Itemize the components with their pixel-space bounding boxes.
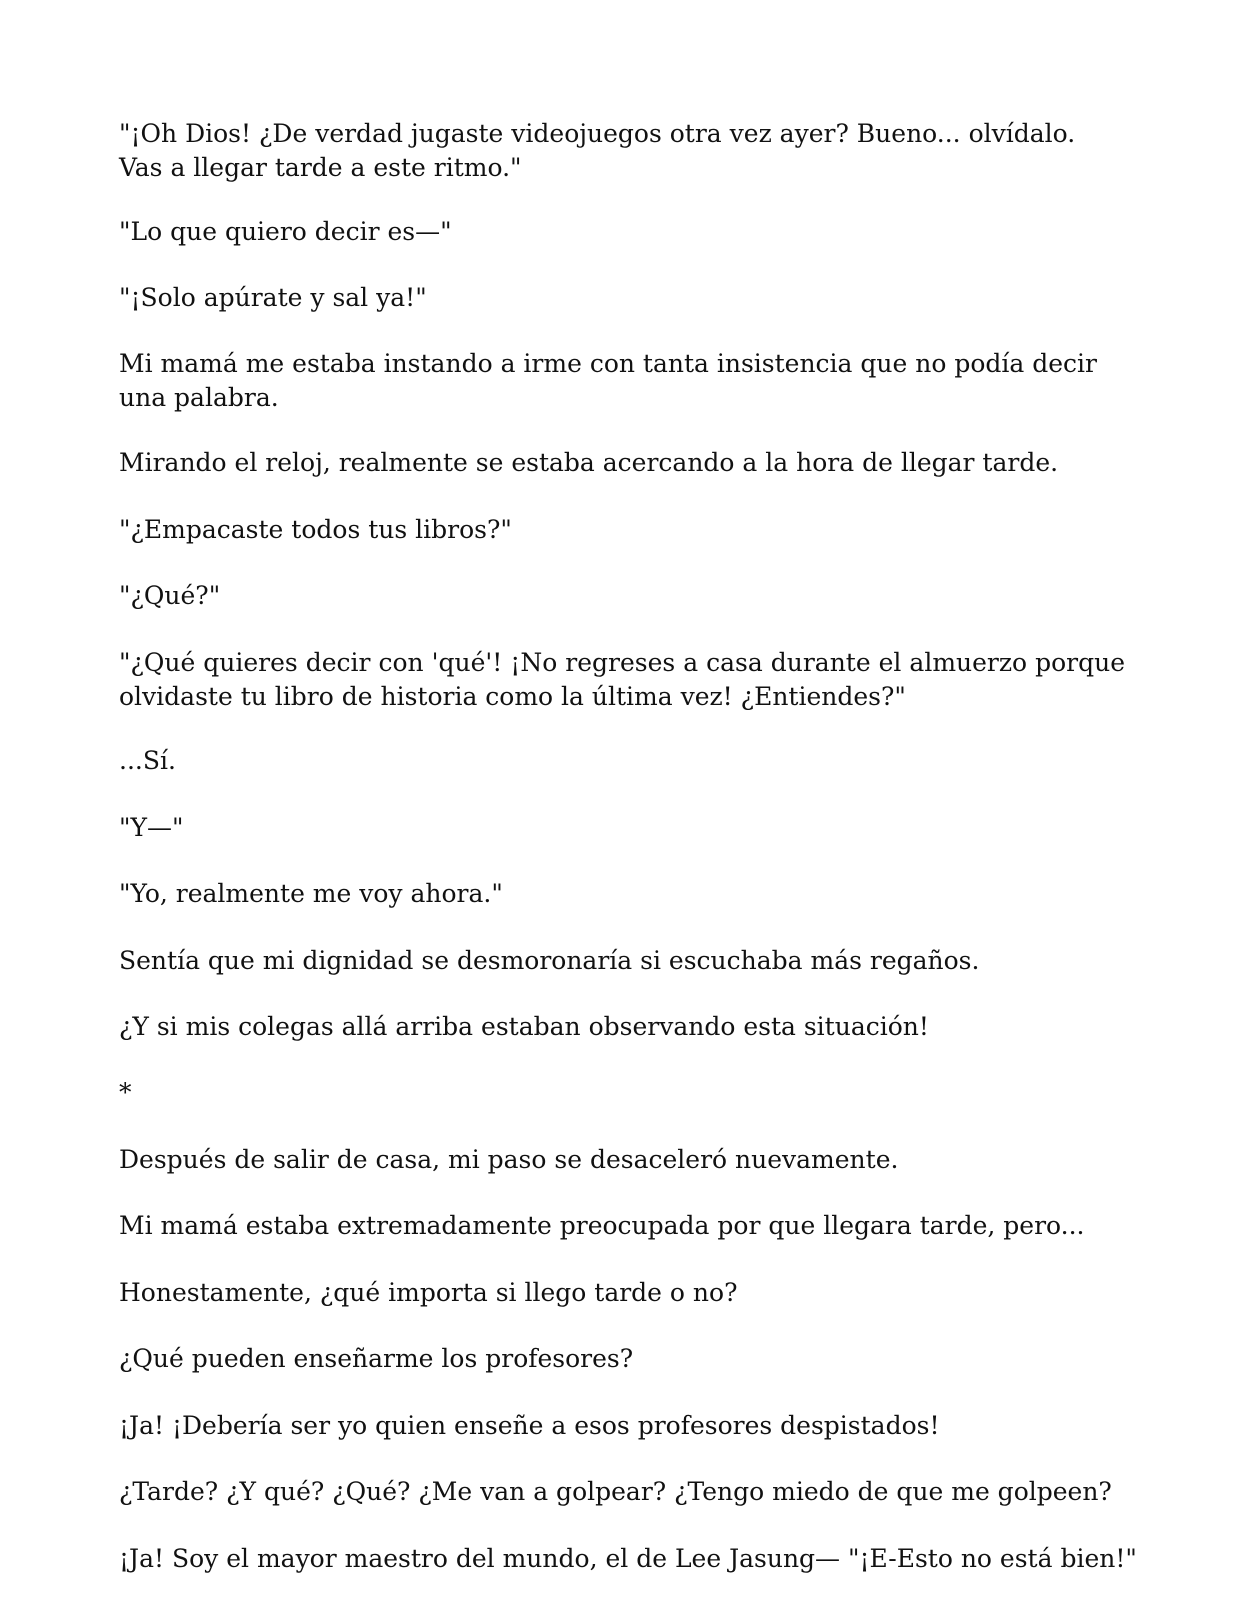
paragraph-12: Sentía que mi dignidad se desmoronaría si escuchaba más regaños. <box>119 946 980 975</box>
paragraph-9: ...Sí. <box>119 746 176 775</box>
paragraph-14: Después de salir de casa, mi paso se desaceleró nuevamente. <box>119 1145 899 1174</box>
paragraph-13: ¿Y si mis colegas allá arriba estaban observando esta situación! <box>119 1012 929 1041</box>
paragraph-1: "¡Oh Dios! ¿De verdad jugaste videojuegos otra vez ayer? Bueno... olvídalo. Vas a llegar tarde a este ritmo." <box>119 119 1076 182</box>
paragraph-15: Mi mamá estaba extremadamente preocupada por que llegara tarde, pero... <box>119 1211 1085 1240</box>
paragraph-5: Mirando el reloj, realmente se estaba acercando a la hora de llegar tarde. <box>119 448 1059 477</box>
paragraph-7: "¿Qué?" <box>119 581 221 610</box>
paragraph-20: ¡Ja! Soy el mayor maestro del mundo, el de Lee Jasung— "¡E-Esto no está bien!" <box>119 1544 1137 1573</box>
paragraph-18: ¡Ja! ¡Debería ser yo quien enseñe a esos profesores despistados! <box>119 1411 940 1440</box>
paragraph-10: "Y—" <box>119 813 184 842</box>
paragraph-6: "¿Empacaste todos tus libros?" <box>119 515 512 544</box>
paragraph-3: "¡Solo apúrate y sal ya!" <box>119 283 427 312</box>
paragraph-4: Mi mamá me estaba instando a irme con tanta insistencia que no podía decir una palabra. <box>119 349 1098 412</box>
paragraph-19: ¿Tarde? ¿Y qué? ¿Qué? ¿Me van a golpear? ¿Tengo miedo de que me golpeen? <box>119 1477 1112 1506</box>
section-separator: * <box>119 1078 132 1107</box>
paragraph-2: "Lo que quiero decir es—" <box>119 217 452 246</box>
paragraph-17: ¿Qué pueden enseñarme los profesores? <box>119 1344 634 1373</box>
paragraph-16: Honestamente, ¿qué importa si llego tarde o no? <box>119 1278 738 1307</box>
paragraph-11: "Yo, realmente me voy ahora." <box>119 879 503 908</box>
paragraph-8: "¿Qué quieres decir con 'qué'! ¡No regreses a casa durante el almuerzo porque olvidaste tu libro de historia como la última vez! ¿Entiendes?" <box>119 648 1125 711</box>
